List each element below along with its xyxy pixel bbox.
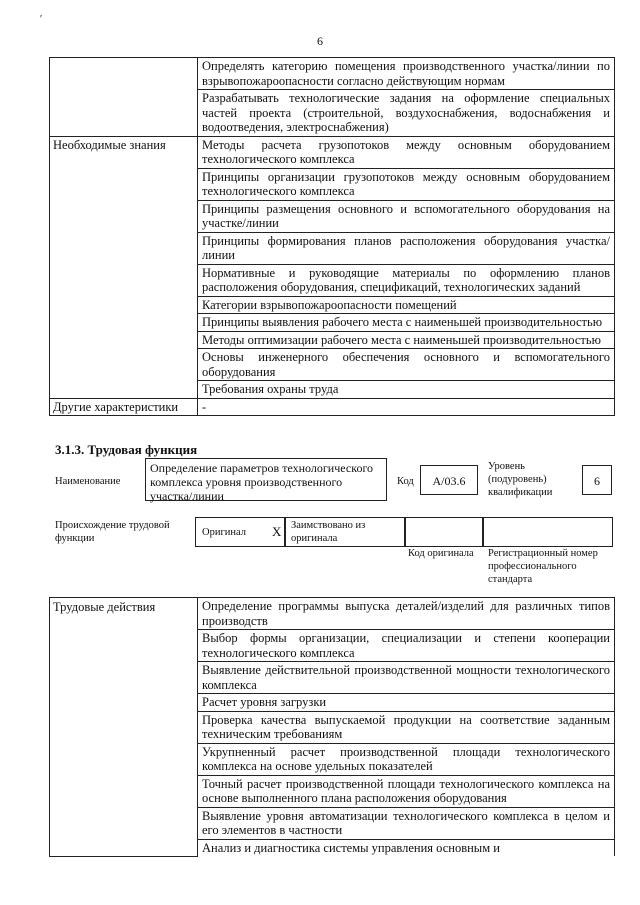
function-code: A/03.6 bbox=[420, 465, 478, 495]
empty-label-cell bbox=[50, 58, 198, 137]
actions-table bbox=[49, 597, 615, 857]
code-caption: Код оригинала bbox=[408, 548, 474, 559]
list-item: Методы расчета грузопотоков между основным оборудованием технологического комплекса bbox=[198, 136, 615, 168]
borrowed-label: Заимствовано из оригинала bbox=[291, 520, 366, 544]
list-item: Выбор формы организации, специализации и степени кооперации технологического комплекса bbox=[198, 630, 615, 662]
code-original-box bbox=[405, 517, 483, 547]
original-label: Оригинал bbox=[202, 527, 246, 538]
table-row bbox=[50, 598, 615, 630]
knowledge-label: Необходимые знания bbox=[50, 136, 198, 398]
code-label: Код bbox=[397, 476, 414, 487]
table-row bbox=[50, 58, 615, 90]
level-value: 6 bbox=[582, 465, 612, 495]
list-item: Точный расчет производственной площади технологического комплекса на основе выполненного плана расположения оборудования bbox=[198, 775, 615, 807]
page-number: 6 bbox=[317, 34, 323, 48]
list-item: Выявление уровня автоматизации технологического комплекса в целом и его элементов в частности bbox=[198, 807, 615, 839]
corner-mark: ʹ bbox=[40, 14, 43, 25]
list-item: Методы оптимизации рабочего места с наименьшей производительностью bbox=[198, 331, 615, 349]
knowledge-table bbox=[49, 57, 615, 416]
level-label: Уровень (подуровень) квалификации bbox=[488, 461, 553, 498]
name-label: Наименование bbox=[55, 476, 121, 487]
reg-caption: Регистрационный номер профессионального стандарта bbox=[488, 548, 598, 585]
table-row bbox=[50, 398, 615, 416]
other-label: Другие характеристики bbox=[50, 398, 198, 416]
table-row bbox=[50, 136, 615, 168]
list-item: Разрабатывать технологические задания на оформление специальных частей проекта (строительной, воздухоснабжения, водоснабжения и водоотведения, электроснабжения) bbox=[198, 90, 615, 137]
other-value: - bbox=[198, 398, 615, 416]
list-item: Анализ и диагностика системы управления основным и bbox=[198, 839, 615, 856]
list-item: Основы инженерного обеспечения основного и вспомогательного оборудования bbox=[198, 349, 615, 381]
list-item: Определять категорию помещения производственного участка/линии по взрывопожароопасности согласно действующим нормам bbox=[198, 58, 615, 90]
list-item: Принципы размещения основного и вспомогательного оборудования на участке/линии bbox=[198, 200, 615, 232]
function-name: Определение параметров технологического комплекса уровня производственного участка/линии bbox=[145, 458, 387, 501]
original-cell bbox=[195, 517, 285, 547]
reg-number-box bbox=[483, 517, 613, 547]
list-item: Расчет уровня загрузки bbox=[198, 694, 615, 712]
list-item: Принципы организации грузопотоков между основным оборудованием технологического комплекса bbox=[198, 168, 615, 200]
list-item: Проверка качества выпускаемой продукции на соответствие заданным техническим требованиям bbox=[198, 711, 615, 743]
list-item: Укрупненный расчет производственной площади технологического комплекса на основе удельных показателей bbox=[198, 743, 615, 775]
origin-label: Происхождение трудовой функции bbox=[55, 520, 170, 544]
list-item: Принципы формирования планов расположения оборудования участка/линии bbox=[198, 232, 615, 264]
list-item: Выявление действительной производственной мощности технологического комплекса bbox=[198, 662, 615, 694]
borrowed-cell bbox=[285, 517, 405, 547]
list-item: Категории взрывопожароопасности помещений bbox=[198, 296, 615, 314]
list-item: Нормативные и руководящие материалы по оформлению планов расположения оборудования, спецификаций, технологических заданий bbox=[198, 264, 615, 296]
list-item: Требования охраны труда bbox=[198, 381, 615, 399]
actions-label: Трудовые действия bbox=[50, 598, 198, 857]
list-item: Определение программы выпуска деталей/изделий для различных типов производств bbox=[198, 598, 615, 630]
list-item: Принципы выявления рабочего места с наименьшей производительностью bbox=[198, 314, 615, 332]
original-mark: X bbox=[272, 524, 282, 539]
section-title: 3.1.3. Трудовая функция bbox=[55, 442, 198, 457]
